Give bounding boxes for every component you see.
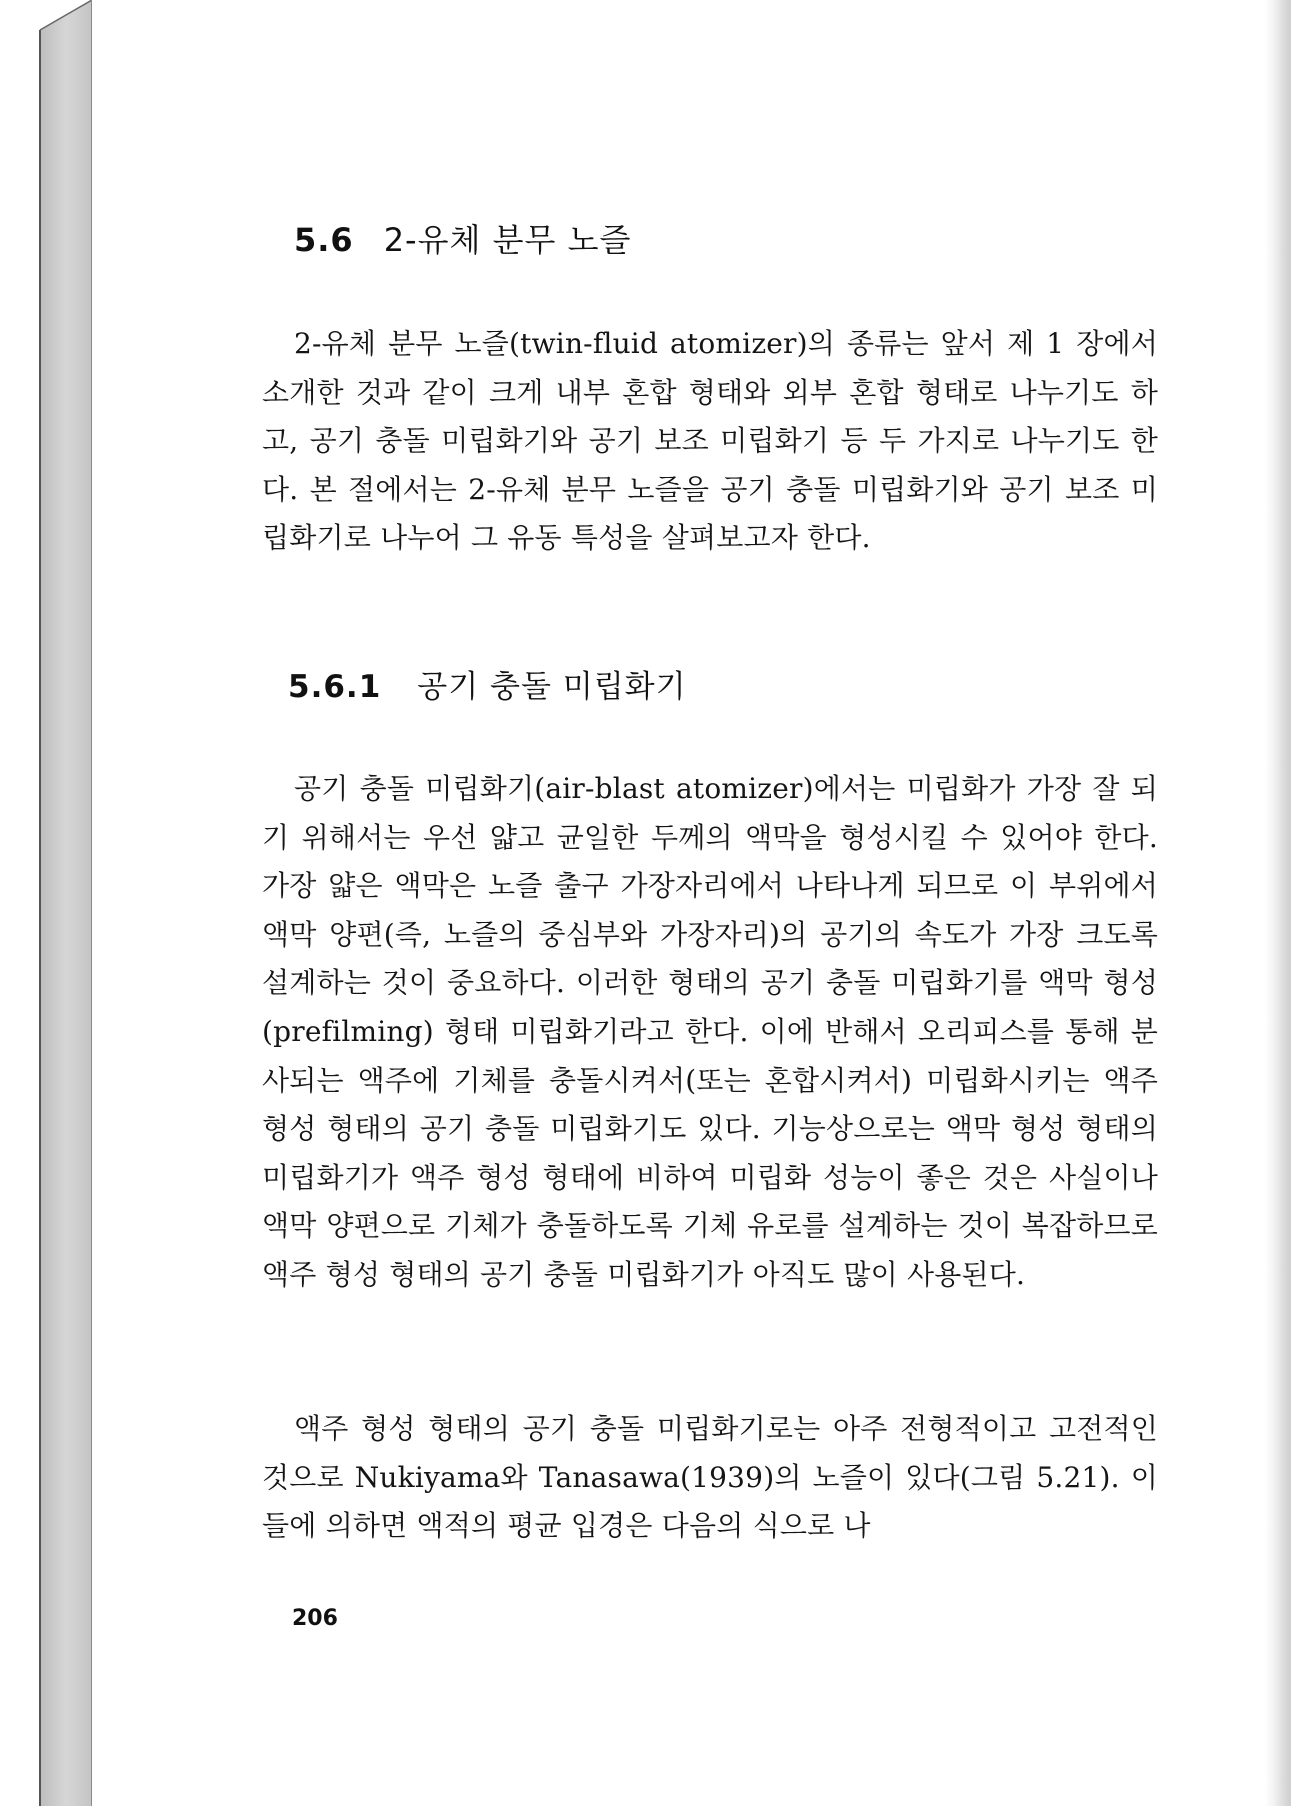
section-number: 5.6: [294, 221, 354, 259]
page-right-shadow: [1265, 0, 1291, 1806]
section-heading: [294, 215, 631, 261]
page-number: 206: [292, 1606, 338, 1631]
paragraph-intro: 2-유체 분무 노즐(twin-fluid atomizer)의 종류는 앞서 제 1 장에서 소개한 것과 같이 크게 내부 혼합 형태와 외부 혼합 형태로 나누기도 하고, 공기 충돌 미립화기와 공기 보조 미립화기 등 두 가지로 나누기도 한다. 본 절에서는 2-유체 분무 노즐을 공기 충돌 미립화기와 공기 보조 미립화기로 나누어 그 유동 특성을 살펴보고자 한다.: [262, 327, 1158, 555]
paragraph-nukiyama: 액주 형성 형태의 공기 충돌 미립화기로는 아주 전형적이고 고전적인 것으로 Nukiyama와 Tanasawa(1939)의 노즐이 있다(그림 5.21). 이들에 의하면 액적의 평균 입경은 다음의 식으로 나: [262, 1412, 1158, 1543]
subsection-title-text: 공기 충돌 미립화기: [417, 669, 687, 705]
section-title-text: 2-유체 분무 노즐: [383, 221, 632, 259]
paragraph-airblast: 공기 충돌 미립화기(air-blast atomizer)에서는 미립화가 가장 잘 되기 위해서는 우선 얇고 균일한 두께의 액막을 형성시킬 수 있어야 한다. 가장 얇은 액막은 노즐 출구 가장자리에서 나타나게 되므로 이 부위에서 액막 양편(즉, 노즐의 중심부와 가장자리)의 공기의 속도가 가장 크도록 설계하는 것이 중요하다. 이러한 형태의 공기 충돌 미립화기를 액막 형성(prefilming) 형태 미립화기라고 한다. 이에 반해서 오리피스를 통해 분사되는 액주에 기체를 충돌시켜서(또는 혼합시켜서) 미립화시키는 액주 형성 형태의 공기 충돌 미립화기도 있다. 기능상으로는 액막 형성 형태의 미립화기가 액주 형성 형태에 비하여 미립화 성능이 좋은 것은 사실이나 액막 양편으로 기체가 충돌하도록 기체 유로를 설계하는 것이 복잡하므로 액주 형성 형태의 공기 충돌 미립화기가 아직도 많이 사용된다.: [262, 772, 1158, 1291]
subsection-number: 5.6.1: [288, 669, 382, 705]
subsection-heading: [288, 661, 687, 706]
